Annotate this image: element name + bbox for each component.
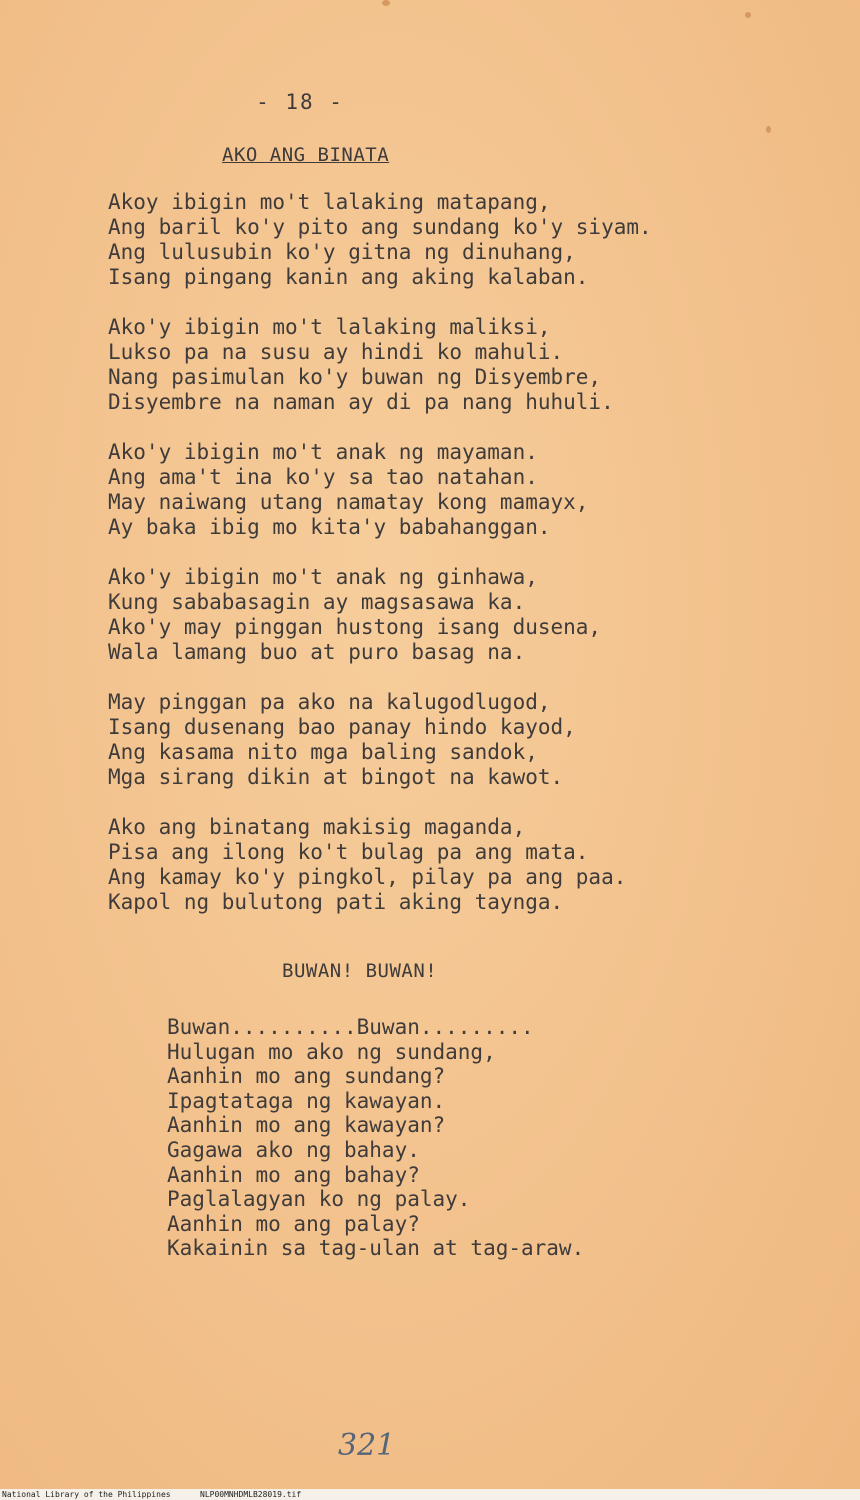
poem-line: Gagawa ako ng bahay. bbox=[167, 1137, 420, 1162]
stanza bbox=[108, 690, 808, 790]
footer-file: NLP00MNHDMLB28019.tif bbox=[200, 1490, 302, 1499]
stanza bbox=[108, 815, 808, 915]
poem-line: Buwan..........Buwan......... bbox=[167, 1015, 534, 1039]
poem-line: Ako ang binatang makisig maganda, bbox=[108, 815, 526, 839]
poem-line: Ipagtataga ng kawayan. bbox=[167, 1088, 446, 1113]
poem-body-ako-ang-binata bbox=[108, 190, 808, 940]
paper-stain bbox=[745, 12, 751, 18]
poem-line: Aanhin mo ang bahay? bbox=[167, 1162, 420, 1187]
stanza bbox=[108, 440, 808, 540]
poem-line: May pinggan pa ako na kalugodlugod, bbox=[108, 690, 551, 714]
poem-line: Kung sababasagin ay magsasawa ka. bbox=[108, 590, 526, 614]
poem-line: Ang kasama nito mga baling sandok, bbox=[108, 740, 538, 764]
poem-line: Aanhin mo ang sundang? bbox=[167, 1064, 446, 1089]
poem-line: Mga sirang dikin at bingot na kawot. bbox=[108, 765, 564, 789]
poem-line: Wala lamang buo at puro basag na. bbox=[108, 640, 526, 664]
poem-title-buwan-buwan: BUWAN! BUWAN! bbox=[282, 960, 438, 982]
poem-line: Ay baka ibig mo kita'y babahanggan. bbox=[108, 515, 551, 539]
paper-stain bbox=[382, 0, 390, 6]
footer-source: National Library of the Philippines bbox=[2, 1490, 171, 1499]
poem-line: Aanhin mo ang kawayan? bbox=[167, 1113, 446, 1138]
poem-line: Ako'y may pinggan hustong isang dusena, bbox=[108, 615, 602, 639]
poem-line: Disyembre na naman ay di pa nang huhuli. bbox=[108, 390, 614, 414]
poem-line: Pisa ang ilong ko't bulag pa ang mata. bbox=[108, 840, 589, 864]
poem-body-buwan-buwan bbox=[167, 1015, 584, 1261]
poem-line: Ang lulusubin ko'y gitna ng dinuhang, bbox=[108, 240, 576, 264]
poem-line: Isang dusenang bao panay hindo kayod, bbox=[108, 715, 576, 739]
poem-line: Ako'y ibigin mo't lalaking maliksi, bbox=[108, 315, 551, 339]
stanza bbox=[108, 190, 808, 290]
poem-line: Kakainin sa tag-ulan at tag-araw. bbox=[167, 1236, 585, 1261]
poem-line: Ang ama't ina ko'y sa tao natahan. bbox=[108, 465, 538, 489]
poem-line: Akoy ibigin mo't lalaking matapang, bbox=[108, 190, 551, 214]
poem-line: May naiwang utang namatay kong mamayx, bbox=[108, 490, 589, 514]
poem-line: Aanhin mo ang palay? bbox=[167, 1211, 420, 1236]
poem-line: Hulugan mo ako ng sundang, bbox=[167, 1039, 496, 1064]
handwritten-page-number: 321 bbox=[338, 1428, 396, 1463]
paper-stain bbox=[766, 126, 771, 133]
scan-footer bbox=[0, 1489, 860, 1500]
poem-line: Ang kamay ko'y pingkol, pilay pa ang paa. bbox=[108, 865, 627, 889]
poem-line: Paglalagyan ko ng palay. bbox=[167, 1187, 471, 1212]
poem-line: Lukso pa na susu ay hindi ko mahuli. bbox=[108, 340, 564, 364]
poem-line: Isang pingang kanin ang aking kalaban. bbox=[108, 265, 589, 289]
poem-line: Nang pasimulan ko'y buwan ng Disyembre, bbox=[108, 365, 602, 389]
stanza bbox=[108, 315, 808, 415]
stanza bbox=[108, 565, 808, 665]
poem-line: Ako'y ibigin mo't anak ng ginhawa, bbox=[108, 565, 538, 589]
poem-line: Ang baril ko'y pito ang sundang ko'y siyam. bbox=[108, 215, 652, 239]
poem-title-ako-ang-binata: AKO ANG BINATA bbox=[222, 144, 390, 166]
page-number: - 18 - bbox=[256, 90, 344, 114]
poem-line: Kapol ng bulutong pati aking taynga. bbox=[108, 890, 564, 914]
poem-line: Ako'y ibigin mo't anak ng mayaman. bbox=[108, 440, 538, 464]
